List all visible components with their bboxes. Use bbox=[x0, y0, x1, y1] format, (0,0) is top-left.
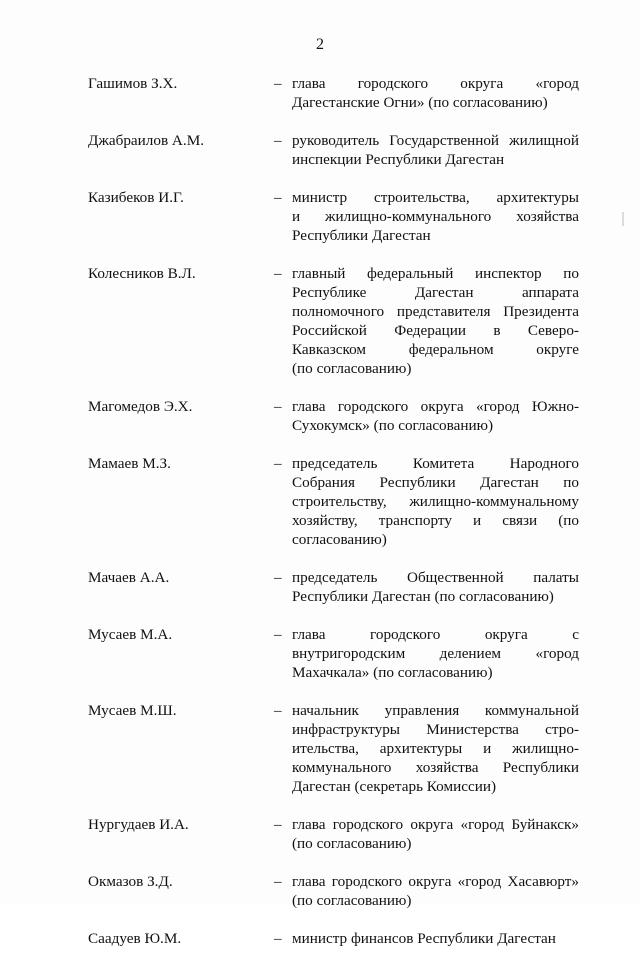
position-line: строительству, жилищно-коммунальному bbox=[292, 493, 579, 510]
member-name: Гашимов З.Х. bbox=[88, 75, 178, 92]
member-entry bbox=[0, 872, 640, 910]
position-line: согласованию) bbox=[292, 531, 387, 548]
member-entry bbox=[0, 397, 640, 435]
member-position bbox=[292, 568, 579, 606]
member-position bbox=[292, 872, 579, 910]
position-line: внутригородским делением «город bbox=[292, 645, 579, 662]
position-line: полномочного представителя Президента bbox=[292, 303, 579, 320]
member-position bbox=[292, 454, 579, 549]
position-line: Кавказском федеральном округе bbox=[292, 341, 579, 358]
member-entry bbox=[0, 188, 640, 245]
position-line: (по согласованию) bbox=[292, 892, 412, 909]
member-position bbox=[292, 74, 579, 112]
position-line: начальник управления коммунальной bbox=[292, 702, 579, 719]
position-line: Республики Дагестан bbox=[292, 227, 431, 244]
position-line: ительства, архитектуры и жилищно- bbox=[292, 740, 579, 757]
member-entry bbox=[0, 74, 640, 112]
position-line: Республики Дагестан (по согласованию) bbox=[292, 588, 554, 605]
member-name: Мусаев М.Ш. bbox=[88, 702, 177, 719]
member-name: Нургудаев И.А. bbox=[88, 816, 189, 833]
position-line: Махачкала» (по согласованию) bbox=[292, 664, 493, 681]
dash-separator: – bbox=[274, 569, 282, 586]
dash-separator: – bbox=[274, 265, 282, 282]
position-line: глава городского округа «город Буйнакск» bbox=[292, 816, 579, 833]
dash-separator: – bbox=[274, 873, 282, 890]
dash-separator: – bbox=[274, 132, 282, 149]
dash-separator: – bbox=[274, 455, 282, 472]
position-line: руководитель Государственной жилищной bbox=[292, 132, 579, 149]
position-line: Сухокумск» (по согласованию) bbox=[292, 417, 494, 434]
dash-separator: – bbox=[274, 702, 282, 719]
member-position bbox=[292, 188, 579, 245]
position-line: глава городского округа «город bbox=[292, 75, 579, 92]
dash-separator: – bbox=[274, 816, 282, 833]
member-name: Саадуев Ю.М. bbox=[88, 930, 182, 947]
member-name: Магомедов Э.Х. bbox=[88, 398, 193, 415]
position-line: (по согласованию) bbox=[292, 835, 412, 852]
member-name: Джабраилов А.М. bbox=[88, 132, 204, 149]
position-line: глава городского округа с bbox=[292, 626, 579, 643]
member-position bbox=[292, 264, 579, 378]
member-entry bbox=[0, 929, 640, 948]
member-name: Колесников В.Л. bbox=[88, 265, 196, 282]
member-name: Мачаев А.А. bbox=[88, 569, 170, 586]
member-entry bbox=[0, 454, 640, 549]
position-line: председатель Комитета Народного bbox=[292, 455, 579, 472]
member-name: Мусаев М.А. bbox=[88, 626, 173, 643]
dash-separator: – bbox=[274, 626, 282, 643]
dash-separator: – bbox=[274, 75, 282, 92]
position-line: Собрания Республики Дагестан по bbox=[292, 474, 579, 491]
scan-artifact bbox=[622, 212, 624, 226]
member-name: Окмазов З.Д. bbox=[88, 873, 173, 890]
member-entry bbox=[0, 131, 640, 169]
member-entry bbox=[0, 701, 640, 796]
position-line: Дагестан (секретарь Комиссии) bbox=[292, 778, 497, 795]
position-line: министр финансов Республики Дагестан bbox=[292, 930, 556, 947]
position-line: председатель Общественной палаты bbox=[292, 569, 579, 586]
position-line: глава городского округа «город Хасавюрт» bbox=[292, 873, 579, 890]
position-line: хозяйству, транспорту и связи (по bbox=[292, 512, 579, 529]
position-line: коммунального хозяйства Республики bbox=[292, 759, 579, 776]
member-name: Казибеков И.Г. bbox=[88, 189, 184, 206]
dash-separator: – bbox=[274, 930, 282, 947]
position-line: инспекции Республики Дагестан bbox=[292, 151, 505, 168]
member-position bbox=[292, 929, 579, 948]
position-line: инфраструктуры Министерства стро- bbox=[292, 721, 579, 738]
position-line: глава городского округа «город Южно- bbox=[292, 398, 579, 415]
member-position bbox=[292, 701, 579, 796]
position-line: министр строительства, архитектуры bbox=[292, 189, 579, 206]
member-entry bbox=[0, 815, 640, 853]
position-line: главный федеральный инспектор по bbox=[292, 265, 579, 282]
member-entry bbox=[0, 568, 640, 606]
member-position bbox=[292, 625, 579, 682]
position-line: (по согласованию) bbox=[292, 360, 412, 377]
member-entry bbox=[0, 625, 640, 682]
member-position bbox=[292, 815, 579, 853]
dash-separator: – bbox=[274, 189, 282, 206]
page-number: 2 bbox=[316, 36, 324, 53]
position-line: Дагестанские Огни» (по согласованию) bbox=[292, 94, 548, 111]
position-line: Республике Дагестан аппарата bbox=[292, 284, 579, 301]
member-position bbox=[292, 131, 579, 169]
position-line: и жилищно-коммунального хозяйства bbox=[292, 208, 579, 225]
member-entry bbox=[0, 264, 640, 378]
member-position bbox=[292, 397, 579, 435]
member-name: Мамаев М.З. bbox=[88, 455, 171, 472]
commission-member-list bbox=[0, 74, 640, 967]
dash-separator: – bbox=[274, 398, 282, 415]
position-line: Российской Федерации в Северо- bbox=[292, 322, 579, 339]
